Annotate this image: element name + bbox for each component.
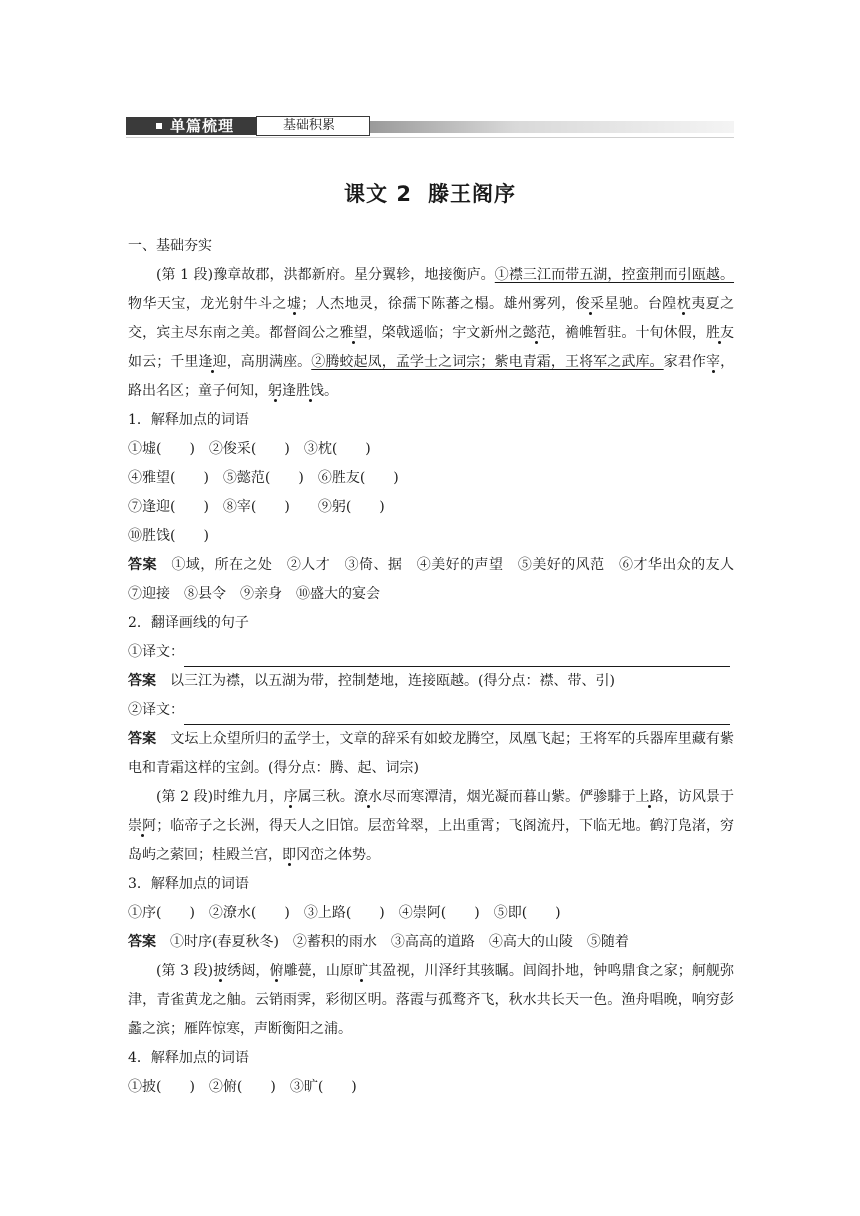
para2-text: 冈峦之体势。	[296, 847, 380, 863]
translation-1	[128, 638, 734, 667]
section-label-box	[126, 117, 256, 135]
answer-text: ①域，所在之处 ②人才 ③倚、据 ④美好的声望 ⑤美好的风范 ⑥才华出众的友人 ⑦迎接 ⑧县令 ⑨亲身 ⑩盛大的宴会	[128, 557, 749, 602]
question-3-answer	[128, 928, 734, 957]
translation-2-label: ②译文：	[128, 702, 184, 718]
dotted-word: 逢迎	[198, 354, 227, 370]
dotted-word: 宰	[705, 354, 721, 370]
lesson-name: 滕王阁序	[427, 182, 516, 206]
dotted-word: 上路	[635, 789, 664, 805]
para3-text: 绣闼，	[227, 963, 270, 979]
dotted-word: 披	[213, 963, 228, 979]
square-bullet-icon	[156, 123, 162, 129]
answer-blank-line	[184, 706, 730, 725]
sub-label-box	[256, 116, 370, 136]
para3-text: 雕甍，山原	[283, 963, 354, 979]
paragraph-2	[128, 783, 734, 870]
answer-text: 文坛上众望所归的孟学士，文章的辞采有如蛟龙腾空，凤凰飞起；王将军的兵器库里藏有紫电和青霜这样的宝剑。(得分点：腾、起、词宗)	[128, 731, 735, 776]
dotted-word: 胜友	[705, 325, 735, 341]
question-1-title: 1．解释加点的词语	[128, 412, 249, 428]
para1-text: ，路出名区；童子何知，	[128, 354, 735, 399]
answer-blank-line	[184, 648, 730, 667]
para3-text: 其盈视，川泽纡其骇瞩。闾阎扑地，钟鸣鼎食之家；舸舰弥津，青雀黄龙之舳。云销雨霁，彩彻区明。落霞与孤鹜齐飞，秋水共长天一色。渔舟唱晚，响穷彭蠡之滨；雁阵惊寒，声断衡阳之浦。	[128, 963, 735, 1037]
para2-text: (第 2 段)时维九月，	[156, 789, 284, 805]
answer-text: ①时序(春夏秋冬) ②蓄积的雨水 ③高高的道路 ④高大的山陵 ⑤随着	[170, 934, 629, 950]
answer-text: 以三江为襟，以五湖为带，控制楚地，连接瓯越。(得分点：襟、带、引)	[170, 673, 615, 689]
dotted-word: 墟	[286, 296, 302, 312]
dotted-word: 懿范	[522, 325, 551, 341]
question-4-row: ①披( ) ②俯( ) ③旷( )	[128, 1079, 357, 1095]
lesson-number: 课文 2	[344, 182, 412, 206]
question-2-answer-2	[128, 725, 734, 783]
underlined-sentence-1: ①襟三江而带五湖，控蛮荆而引瓯越。	[494, 267, 735, 283]
answer-label: 答案	[128, 934, 156, 950]
para1-text: (第 1 段)豫章故郡，洪都新府。星分翼轸，地接衡庐。	[156, 267, 495, 283]
para2-text: ，访风景于	[663, 789, 735, 805]
paragraph-3	[128, 957, 734, 1044]
header-gradient-strip	[370, 121, 734, 133]
para1-text: 物华天宝，龙光射牛斗之	[128, 296, 287, 312]
question-1-row: ①墟( ) ②俊采( ) ③枕( )	[128, 441, 371, 457]
page-title	[0, 178, 860, 208]
para2-text: 属三秋。	[297, 789, 354, 805]
question-2-answer-1	[128, 667, 734, 696]
dotted-word: 枕	[676, 296, 692, 312]
para2-text: 尽而寒潭清，烟光凝而暮山紫。俨骖騑于	[382, 789, 636, 805]
para1-text: ；人杰地灵，徐孺下陈蕃之榻。雄州雾列，	[301, 296, 576, 312]
question-3-title: 3．解释加点的词语	[128, 876, 249, 892]
para1-text: 家君作	[663, 354, 706, 370]
underlined-sentence-2: ②腾蛟起凤，孟学士之词宗；紫电青霜，王将军之武库。	[311, 354, 664, 370]
question-1-answer	[128, 551, 749, 609]
dotted-word: 雅望	[339, 325, 368, 341]
answer-label: 答案	[128, 731, 157, 747]
para1-text: 如云；千里	[128, 354, 199, 370]
dotted-word: 崇阿	[128, 818, 157, 834]
para1-text: 星驰。台隍	[604, 296, 677, 312]
dotted-word: 胜饯	[296, 383, 324, 399]
para1-text: ，棨戟遥临；宇文新州之	[367, 325, 523, 341]
question-1-row: ⑩胜饯( )	[128, 528, 209, 544]
dotted-word: 旷	[353, 963, 369, 979]
dotted-word: 潦水	[353, 789, 383, 805]
dotted-word: 俊采	[575, 296, 605, 312]
dotted-word: 即	[282, 847, 296, 863]
para1-text: ，襜帷暂驻。十旬休假，	[550, 325, 706, 341]
translation-1-label: ①译文：	[128, 644, 184, 660]
header-rule	[126, 137, 734, 138]
question-1-row: ④雅望( ) ⑤懿范( ) ⑥胜友( )	[128, 470, 399, 486]
dotted-word: 序	[283, 789, 298, 805]
para3-text: (第 3 段)	[156, 963, 214, 979]
question-2-title: 2．翻译画线的句子	[128, 615, 249, 631]
translation-2	[128, 696, 734, 725]
section-label: 单篇梳理	[170, 117, 235, 135]
question-3-row: ①序( ) ②潦水( ) ③上路( ) ④崇阿( ) ⑤即( )	[128, 905, 561, 921]
dotted-word: 躬	[268, 383, 282, 399]
document-body	[128, 232, 749, 1102]
question-4-title: 4．解释加点的词语	[128, 1050, 249, 1066]
para1-text: ，高朋满座。	[226, 354, 312, 370]
para1-text: 逢	[282, 383, 296, 399]
para1-text: 。	[324, 383, 338, 399]
question-1-row: ⑦逢迎( ) ⑧宰( ) ⑨躬( )	[128, 499, 385, 515]
section-header-bar	[126, 116, 734, 138]
para1-text: 夷夏之交，宾主尽东南之美。都督阎公之	[128, 296, 735, 341]
para2-text: ；临帝子之长洲，得天人之旧馆。层峦耸翠，上出重霄；飞阁流丹，下临无地。鹤汀凫渚，穷岛屿之萦回；桂殿兰宫，	[128, 818, 735, 863]
paragraph-1	[128, 261, 734, 406]
answer-label: 答案	[128, 557, 157, 573]
dotted-word: 俯	[269, 963, 284, 979]
sub-label: 基础积累	[283, 118, 336, 133]
section-heading: 一、基础夯实	[128, 238, 212, 254]
answer-label: 答案	[128, 673, 156, 689]
